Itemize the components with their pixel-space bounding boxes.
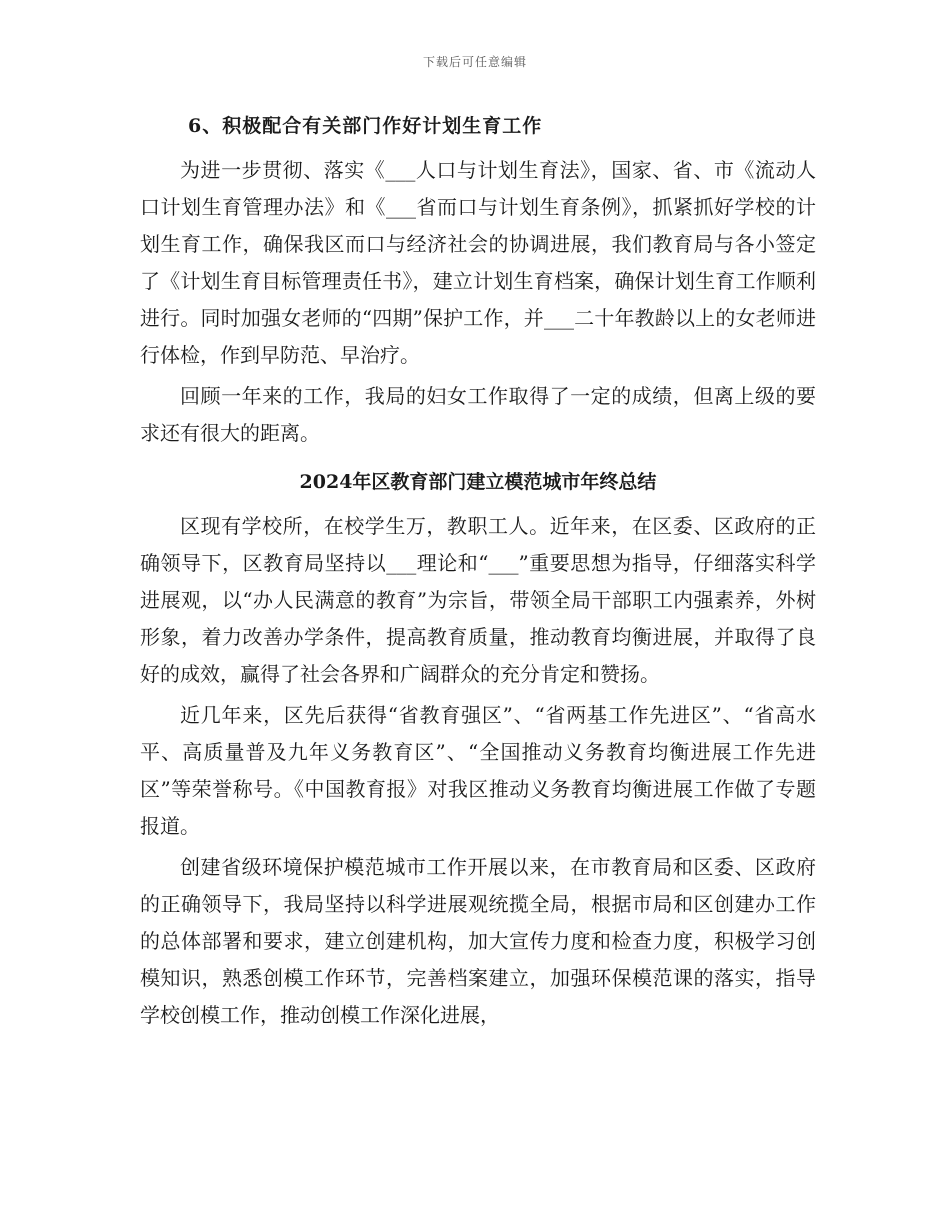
document-title: 2024年区教育部门建立模范城市年终总结 xyxy=(299,471,657,493)
section-heading: 6、积极配合有关部门作好计划生育工作 xyxy=(188,115,543,137)
body-paragraph-2: 近几年来，区先后获得“省教育强区”、“省两基工作先进区”、“省高水平、高质量普及九年义务教育区”、“全国推动义务教育均衡进展工作先进区”等荣誉称号。《中国教育报》对我区推动义务教育均衡进展工作做了专题报道。 xyxy=(140,703,816,838)
document-body xyxy=(140,108,816,1034)
section-paragraph-2: 回顾一年来的工作，我局的妇女工作取得了一定的成绩，但离上级的要求还有很大的距离。 xyxy=(140,384,816,445)
page-header: 下载后可任意编辑 xyxy=(422,55,527,69)
body-paragraph-3: 创建省级环境保护模范城市工作开展以来，在市教育局和区委、区政府的正确领导下，我局坚持以科学进展观统揽全局，根据市局和区创建办工作的总体部署和要求，建立创建机构，加大宣传力度和检查力度，积极学习创模知识，熟悉创模工作环节，完善档案建立，加强环保模范课的落实，指导学校创模工作，推动创模工作深化进展， xyxy=(140,855,816,1027)
body-paragraph-1: 区现有学校所，在校学生万，教职工人。近年来，在区委、区政府的正确领导下，区教育局坚持以___理论和“___”重要思想为指导，仔细落实科学进展观，以“办人民满意的教育”为宗旨，带领全局干部职工内强素养，外树形象，着力改善办学条件，提高教育质量，推动教育均衡进展，并取得了良好的成效，赢得了社会各界和广阔群众的充分肯定和赞扬。 xyxy=(140,514,816,686)
section-paragraph-1: 为进一步贯彻、落实《___人口与计划生育法》，国家、省、市《流动人口计划生育管理办法》和《___省而口与计划生育条例》，抓紧抓好学校的计划生育工作，确保我区而口与经济社会的协调进展，我们教育局与各小签定了《计划生育目标管理责任书》，建立计划生育档案，确保计划生育工作顺利进行。同时加强女老师的“四期”保护工作，并___二十年教龄以上的女老师进行体检，作到早防范、早治疗。 xyxy=(140,158,816,367)
